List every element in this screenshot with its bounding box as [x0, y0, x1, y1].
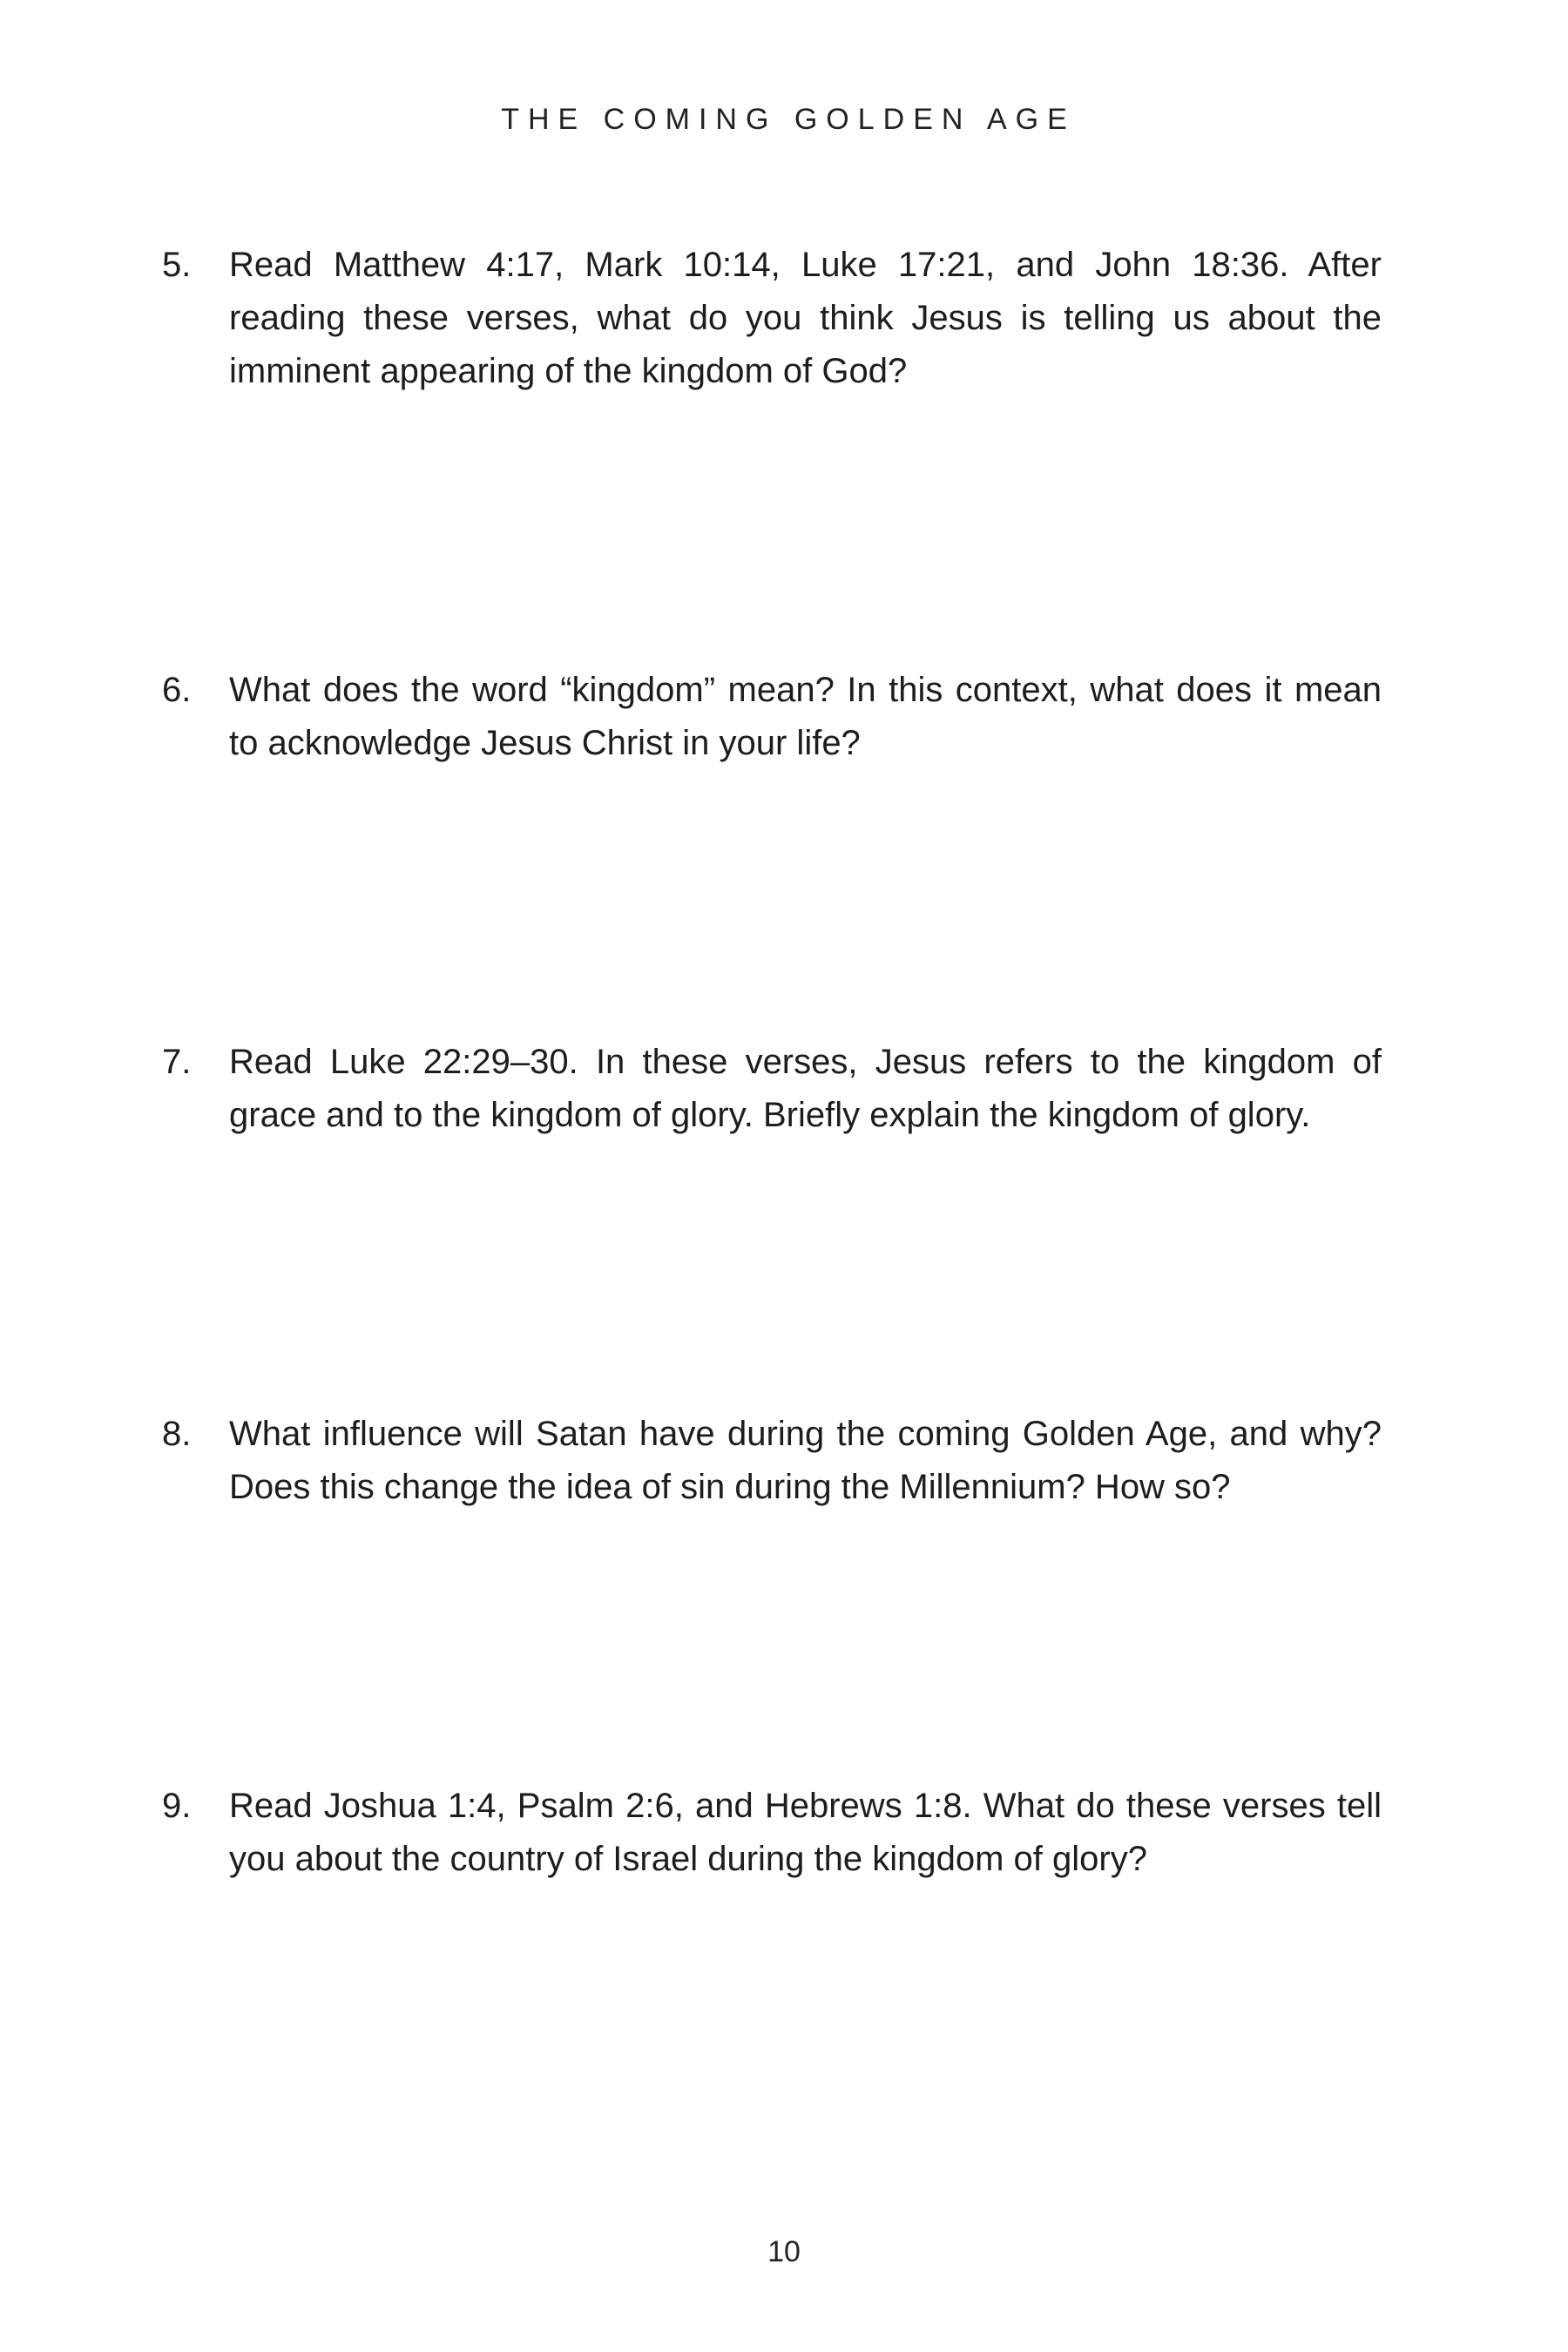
question-number: 7.	[162, 1043, 192, 1081]
question-text: What does the word “kingdom” mean? In this context, what does it mean to acknowledge Jesus Christ in your life?	[229, 671, 1382, 762]
question-text: Read Matthew 4:17, Mark 10:14, Luke 17:21, and John 18:36. After reading these verses, what do you think Jesus is telling us about the imminent appearing of the kingdom of God?	[229, 246, 1382, 390]
question-number: 8.	[162, 1415, 192, 1453]
question-6	[162, 664, 1382, 770]
question-number: 9.	[162, 1787, 192, 1825]
question-text: Read Joshua 1:4, Psalm 2:6, and Hebrews 1:8. What do these verses tell you about the country of Israel during the kingdom of glory?	[229, 1787, 1382, 1878]
question-text: Read Luke 22:29–30. In these verses, Jesus refers to the kingdom of grace and to the kingdom of glory. Briefly explain the kingdom of glory.	[229, 1043, 1382, 1134]
question-8	[162, 1408, 1382, 1514]
running-head-title: THE COMING GOLDEN AGE	[501, 103, 1076, 136]
question-7	[162, 1036, 1382, 1142]
page-number: 10	[767, 2235, 801, 2268]
question-9	[162, 1780, 1382, 1886]
question-5	[162, 239, 1382, 398]
question-number: 5.	[162, 246, 192, 284]
question-number: 6.	[162, 671, 192, 709]
question-text: What influence will Satan have during the coming Golden Age, and why? Does this change the idea of sin during the Millennium? How so?	[229, 1415, 1382, 1506]
